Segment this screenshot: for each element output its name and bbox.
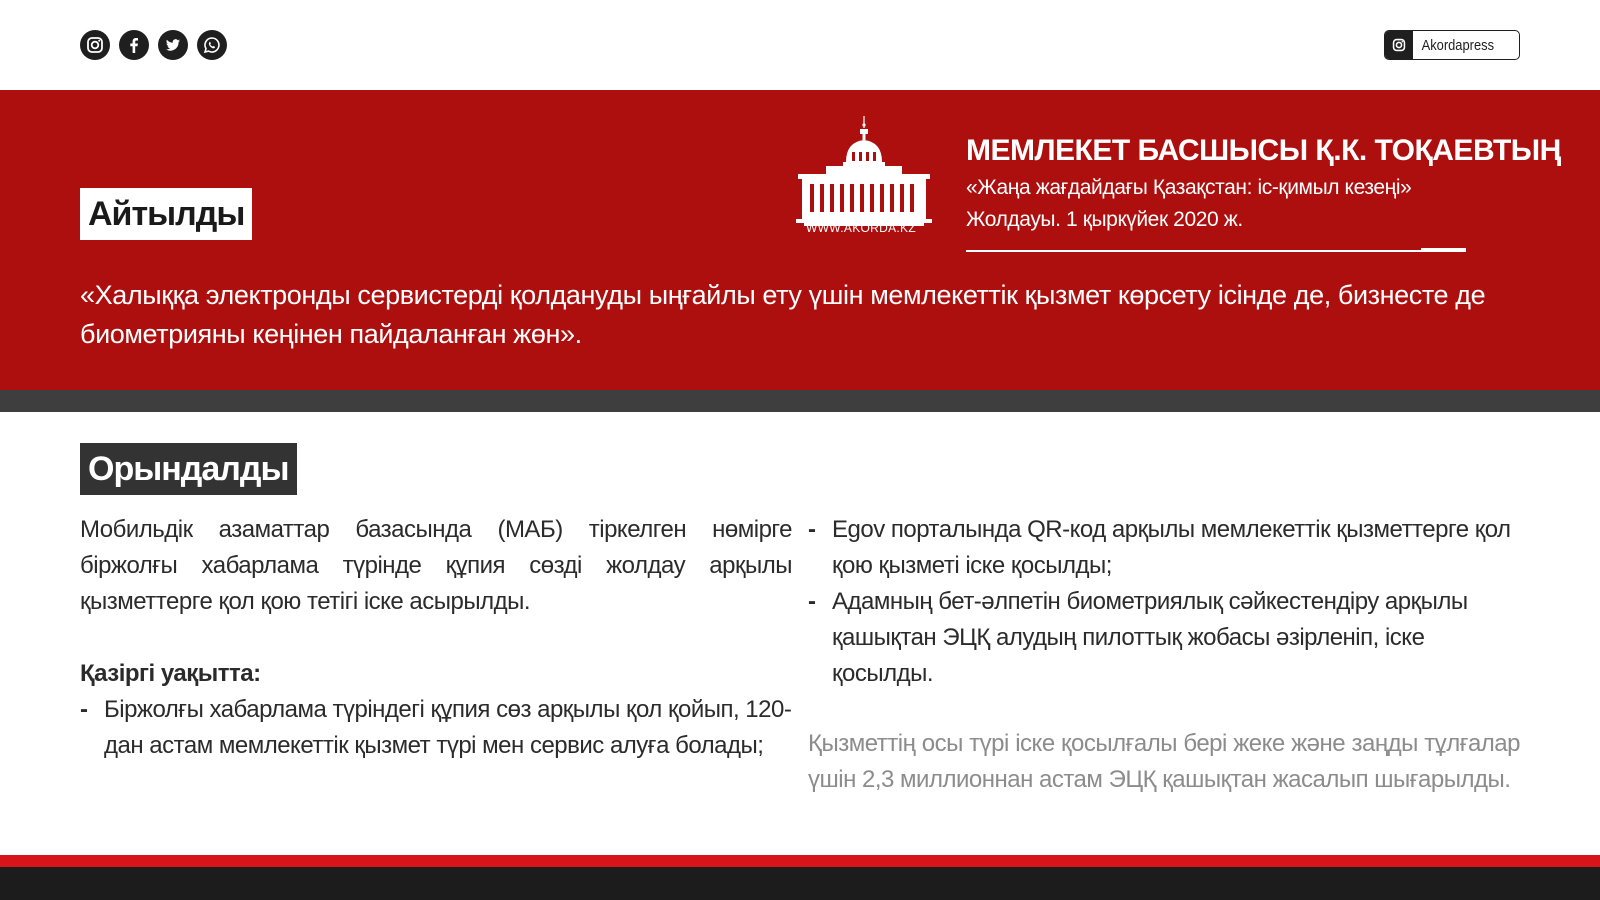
result-text: Қызметтің осы түрі іске қосылғалы бері жеке және заңды тұлғалар үшін 2,3 миллионнан астам ЭЦҚ қашықтан жасалып шығарылды.: [808, 730, 1520, 793]
social-links: [80, 30, 227, 60]
akorda-url[interactable]: WWW.AKORDA.KZ: [806, 221, 916, 235]
footer-bar: [0, 867, 1600, 900]
done-label: Орындалды: [80, 443, 297, 495]
footer-accent-stripe: [0, 855, 1600, 867]
said-section: [0, 90, 1600, 390]
current-heading: Қазіргі уақытта:: [80, 660, 261, 687]
whatsapp-icon[interactable]: [197, 30, 227, 60]
address-title: МЕМЛЕКЕТ БАСШЫСЫ Қ.К. ТОҚАЕВТЫҢ: [966, 134, 1561, 167]
said-label: Айтылды: [80, 188, 252, 240]
done-left-column: [80, 512, 792, 764]
address-subtitle: «Жаңа жағдайдағы Қазақстан: іс-қимыл кезеңі»: [966, 176, 1412, 199]
top-bar: [0, 0, 1600, 90]
twitter-icon[interactable]: [158, 30, 188, 60]
done-intro: Мобильдік азаматтар базасында (МАБ) тіркелген нөмірге біржолғы хабарлама түрінде құпия сөзді жолдау арқылы қызметтерге қол қою тетігі іске асырылды.: [80, 516, 792, 615]
handle-label: Akordapress: [1421, 36, 1494, 54]
header-divider-accent: [1421, 248, 1466, 252]
list-item: - Біржолғы хабарлама түріндегі құпия сөз арқылы қол қойып, 120-дан астам мемлекеттік қызмет түрі мен сервис алуға болады;: [80, 692, 792, 764]
address-date: Жолдауы. 1 қыркүйек 2020 ж.: [966, 208, 1243, 231]
header-divider: [966, 250, 1466, 252]
said-quote: «Халыққа электронды сервистерді қолдануды ыңғайлы ету үшін мемлекеттік қызмет көрсету ісінде де, бизнесте де биометрияны кеңінен пайдаланған жөн».: [80, 280, 1486, 349]
list-item: - Адамның бет-әлпетін биометриялық сәйкестендіру арқылы қашықтан ЭЦҚ алудың пилоттық жобасы әзірленіп, іске қосылды.: [808, 584, 1520, 692]
instagram-icon[interactable]: [80, 30, 110, 60]
instagram-icon: [1385, 31, 1413, 59]
facebook-icon[interactable]: [119, 30, 149, 60]
instagram-handle-badge[interactable]: [1384, 30, 1520, 60]
divider-band: [0, 390, 1600, 412]
done-right-column: [808, 512, 1520, 798]
list-item: - Egov порталында QR-код арқылы мемлекеттік қызметтерге қол қою қызметі іске қосылды;: [808, 512, 1520, 584]
